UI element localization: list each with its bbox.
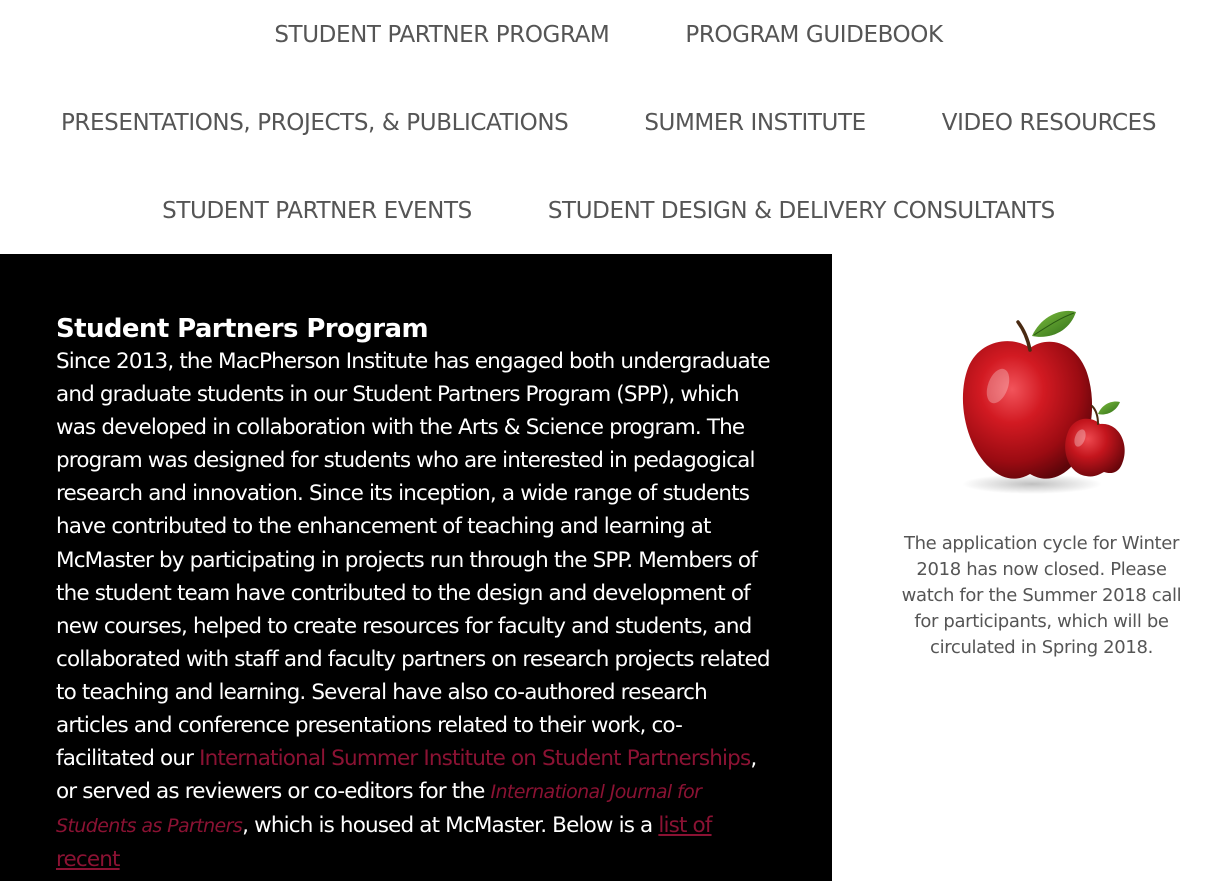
main-navigation [0, 0, 1217, 254]
nav-link-student-partner-program[interactable]: STUDENT PARTNER PROGRAM [274, 22, 610, 48]
recent-projects-link[interactable]: list of recent [56, 813, 712, 873]
nav-link-student-design-delivery-consultants[interactable]: STUDENT DESIGN & DELIVERY CONSULTANTS [547, 198, 1055, 224]
nav-row-2 [0, 103, 1217, 143]
nav-row-3 [0, 191, 1217, 231]
sidebar [832, 254, 1217, 881]
summer-institute-link[interactable]: International Summer Institute on Student Partnerships [199, 746, 751, 772]
intro-paragraph [56, 345, 776, 877]
nav-link-summer-institute[interactable]: SUMMER INSTITUTE [644, 110, 866, 136]
nav-row-1 [0, 15, 1217, 55]
nav-link-presentations-projects-publications[interactable]: PRESENTATIONS, PROJECTS, & PUBLICATIONS [60, 110, 569, 136]
main-content-panel [0, 254, 832, 881]
journal-link[interactable]: International Journal for Students as Partners [56, 781, 702, 838]
nav-link-program-guidebook[interactable]: PROGRAM GUIDEBOOK [685, 22, 943, 48]
nav-link-video-resources[interactable]: VIDEO RESOURCES [941, 110, 1157, 136]
nav-link-student-partner-events[interactable]: STUDENT PARTNER EVENTS [162, 198, 472, 224]
intro-text-part-3: , which is housed at McMaster. Below is a [242, 813, 659, 839]
apple-icon [952, 306, 1132, 506]
intro-text-part-1: Since 2013, the MacPherson Institute has engaged both undergraduate and graduate students in our Student Partners Program (SPP), which was developed in collaboration with the Arts & Science program. The program was designed for students who are interested in pedagogical research and innovation. Since its inception, a wide range of students have contributed to the enhancement of teaching and learning at McMaster by participating in projects run through the SPP. Members of the student team have contributed to the design and development of new courses, helped to create resources for faculty and students, and collaborated with staff and faculty partners on research projects related to teaching and learning. Several have also co-authored research articles and conference presentations related to their work, co-facilitated our [56, 349, 770, 772]
application-notice: The application cycle for Winter 2018 has now closed. Please watch for the Summer 2018 call for participants, which will be circulated in Spring 2018. [901, 533, 1182, 658]
intro-text-part-2: , or served as reviewers or co-editors for the [56, 746, 757, 805]
main-content [56, 311, 776, 877]
page-title: Student Partners Program [56, 314, 428, 344]
